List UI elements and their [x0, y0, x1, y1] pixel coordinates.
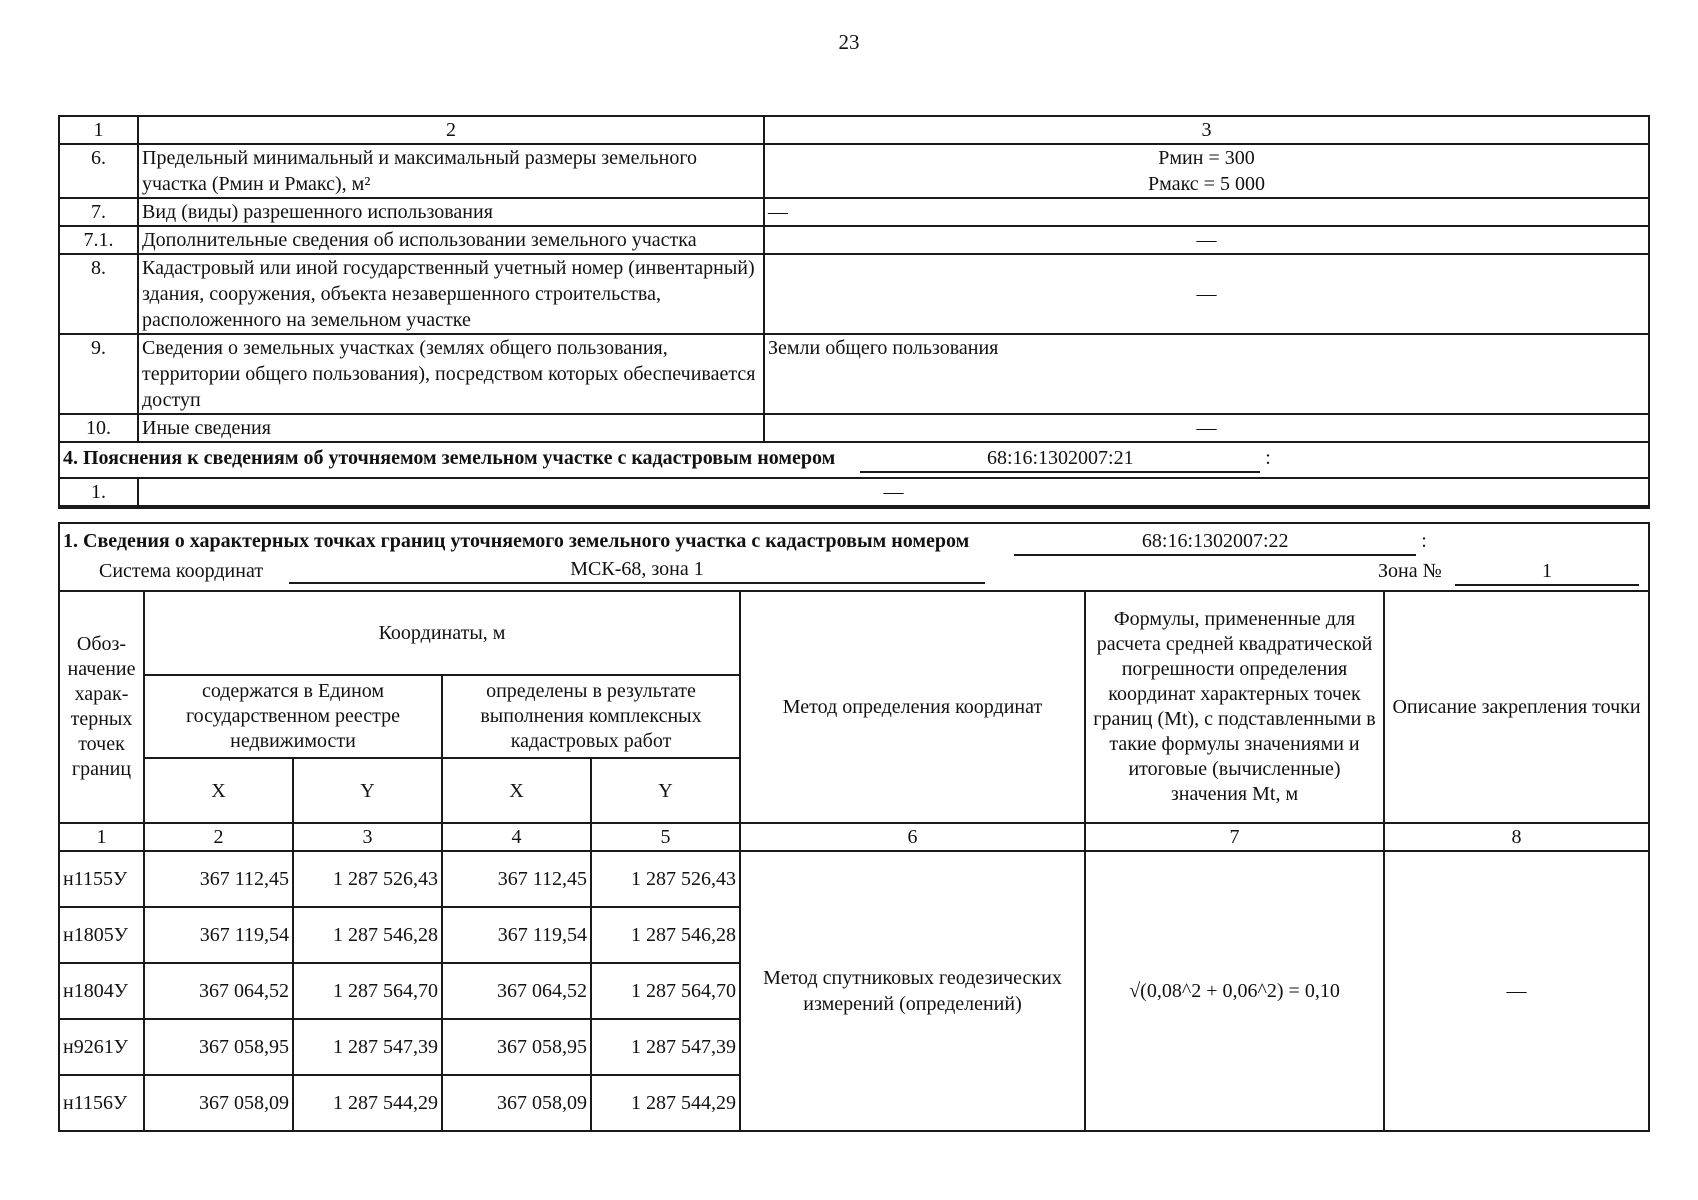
- section4-title: 4. Пояснения к сведениям об уточняемом земельном участке с кадастровым номером: [63, 447, 836, 469]
- column-number-row: [59, 116, 1649, 144]
- y-kkr: 1 287 564,70: [591, 963, 740, 1019]
- x-egrn: 367 112,45: [144, 851, 293, 907]
- table-row: [59, 254, 1649, 334]
- x-kkr: 367 058,95: [442, 1019, 591, 1075]
- description-value: —: [1384, 851, 1649, 1131]
- formula-header: Формулы, примененные для расчета средней квадратической погрешности определения координат характерных точек границ (Mt), с подставленными в такие формулы значениями и итоговые (вычисленные) значения Mt, м: [1085, 591, 1384, 823]
- point-id: н1805У: [59, 907, 144, 963]
- zone-value: 1: [1455, 558, 1639, 586]
- section4-cadastral-number: 68:16:1302007:21: [860, 445, 1260, 473]
- col-number: 1: [59, 823, 144, 851]
- x-kkr: 367 112,45: [442, 851, 591, 907]
- y-kkr: 1 287 544,29: [591, 1075, 740, 1131]
- header-row: [59, 591, 1649, 675]
- point-id: н1804У: [59, 963, 144, 1019]
- x-kkr: 367 119,54: [442, 907, 591, 963]
- section1-heading-row: [59, 523, 1649, 591]
- row-value: —: [764, 254, 1649, 334]
- col-number: 2: [144, 823, 293, 851]
- section4-colon: :: [1265, 447, 1271, 469]
- point-id: н1156У: [59, 1075, 144, 1131]
- x-egrn: 367 058,09: [144, 1075, 293, 1131]
- coord-system-value: МСК-68, зона 1: [289, 556, 985, 584]
- col-number: 1: [59, 116, 138, 144]
- y-kkr: 1 287 546,28: [591, 907, 740, 963]
- row-value: —: [764, 198, 1649, 226]
- x-kkr: 367 064,52: [442, 963, 591, 1019]
- column-number-row: [59, 823, 1649, 851]
- boundary-points-table: [58, 522, 1650, 1132]
- row-value: Земли общего пользования: [764, 334, 1649, 414]
- row-number: 8.: [59, 254, 138, 334]
- col-number: 5: [591, 823, 740, 851]
- row-value: —: [138, 478, 1649, 507]
- x-header: X: [442, 758, 591, 823]
- method-value: Метод спутниковых геодезических измерений (определений): [740, 851, 1085, 1131]
- point-id: н9261У: [59, 1019, 144, 1075]
- method-header: Метод определения координат: [740, 591, 1085, 823]
- x-kkr: 367 058,09: [442, 1075, 591, 1131]
- row-number: 9.: [59, 334, 138, 414]
- table-row: [59, 334, 1649, 414]
- page-number: 23: [838, 30, 860, 54]
- coord-system-label: Система координат: [99, 560, 264, 582]
- col-number: 7: [1085, 823, 1384, 851]
- row-number: 6.: [59, 144, 138, 198]
- section1-title: 1. Сведения о характерных точках границ уточняемого земельного участка с кадастровым номером: [63, 530, 970, 552]
- row-label: Дополнительные сведения об использовании земельного участка: [138, 226, 764, 254]
- row-label: Предельный минимальный и максимальный размеры земельного участка (Рмин и Рмакс), м²: [138, 144, 764, 198]
- row-number: 10.: [59, 414, 138, 442]
- section4-heading-row: [59, 442, 1649, 478]
- egrn-header: содержатся в Едином государственном реестре недвижимости: [144, 675, 442, 758]
- coordinates-header: Координаты, м: [144, 591, 740, 675]
- description-header: Описание закрепления точки: [1384, 591, 1649, 823]
- row-label: Иные сведения: [138, 414, 764, 442]
- y-egrn: 1 287 526,43: [293, 851, 442, 907]
- table-row: [59, 144, 1649, 198]
- y-egrn: 1 287 564,70: [293, 963, 442, 1019]
- col-number: 4: [442, 823, 591, 851]
- table-row: [59, 851, 1649, 907]
- row-number: 7.: [59, 198, 138, 226]
- section1-cadastral-number: 68:16:1302007:22: [1014, 528, 1416, 556]
- y-egrn: 1 287 546,28: [293, 907, 442, 963]
- row-value: [764, 144, 1649, 198]
- point-id-header: Обоз-начение харак-терных точек границ: [59, 591, 144, 823]
- row-label: Вид (виды) разрешенного использования: [138, 198, 764, 226]
- x-egrn: 367 058,95: [144, 1019, 293, 1075]
- table-row: [59, 198, 1649, 226]
- rmax-value: Рмакс = 5 000: [1148, 173, 1265, 195]
- y-egrn: 1 287 544,29: [293, 1075, 442, 1131]
- row-value: —: [764, 414, 1649, 442]
- col-number: 8: [1384, 823, 1649, 851]
- y-header: Y: [591, 758, 740, 823]
- row-number: 1.: [59, 478, 138, 507]
- col-number: 6: [740, 823, 1085, 851]
- table-row: [59, 414, 1649, 442]
- x-egrn: 367 119,54: [144, 907, 293, 963]
- row-label: Сведения о земельных участках (землях общего пользования, территории общего пользования), посредством которых обеспечивается доступ: [138, 334, 764, 414]
- kkr-header: определены в результате выполнения комплексных кадастровых работ: [442, 675, 740, 758]
- row-value: —: [764, 226, 1649, 254]
- y-kkr: 1 287 526,43: [591, 851, 740, 907]
- col-number: 3: [293, 823, 442, 851]
- y-egrn: 1 287 547,39: [293, 1019, 442, 1075]
- table-row: [59, 478, 1649, 507]
- row-number: 7.1.: [59, 226, 138, 254]
- zone-label: Зона №: [1378, 560, 1442, 582]
- row-label: Кадастровый или иной государственный учетный номер (инвентарный) здания, сооружения, объекта незавершенного строительства, расположенного на земельном участке: [138, 254, 764, 334]
- col-number: 3: [764, 116, 1649, 144]
- formula-value: √(0,08^2 + 0,06^2) = 0,10: [1085, 851, 1384, 1131]
- x-egrn: 367 064,52: [144, 963, 293, 1019]
- land-info-table: [58, 115, 1650, 509]
- y-kkr: 1 287 547,39: [591, 1019, 740, 1075]
- rmin-value: Рмин = 300: [1158, 147, 1255, 169]
- y-header: Y: [293, 758, 442, 823]
- section1-colon: :: [1421, 530, 1427, 552]
- col-number: 2: [138, 116, 764, 144]
- point-id: н1155У: [59, 851, 144, 907]
- table-row: [59, 226, 1649, 254]
- x-header: X: [144, 758, 293, 823]
